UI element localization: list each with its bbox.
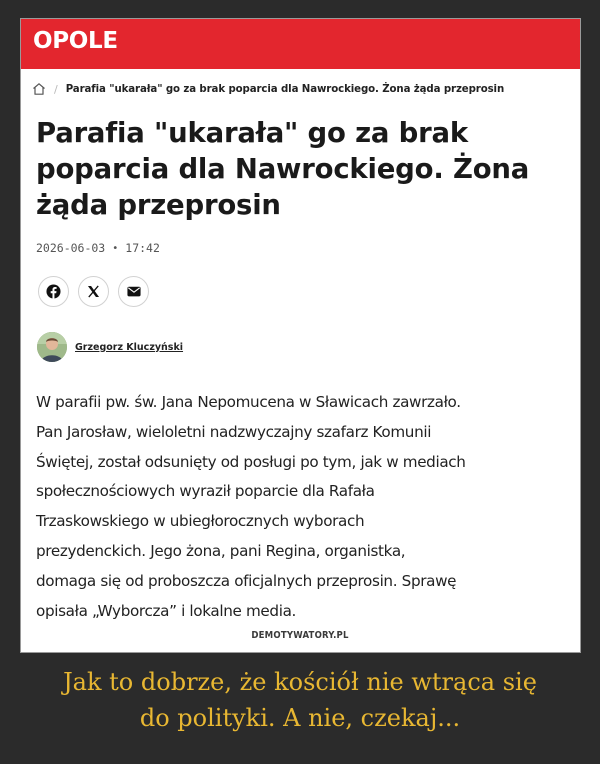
publish-date: 2026-06-03	[36, 241, 106, 255]
body-line: społecznościowych wyraził poparcie dla Rafała	[36, 482, 375, 501]
share-facebook-button[interactable]	[38, 276, 69, 307]
share-mail-button[interactable]	[118, 276, 149, 307]
article-body	[36, 388, 576, 626]
article-meta	[36, 241, 160, 255]
facebook-icon	[46, 284, 61, 299]
body-line: Pan Jarosław, wieloletni nadzwyczajny szafarz Komunii	[36, 422, 432, 441]
body-line: domaga się od proboszcza oficjalnych przeprosin. Sprawę	[36, 571, 457, 590]
body-line: W parafii pw. św. Jana Nepomucena w Sławicach zawrzało.	[36, 393, 461, 411]
body-line: opisała „Wyborcza” i lokalne media.	[36, 601, 297, 620]
site-header	[21, 19, 580, 69]
meme-caption	[0, 664, 600, 736]
body-line: prezydenckich. Jego żona, pani Regina, organistka,	[36, 541, 406, 560]
meta-separator-dot: •	[112, 242, 119, 254]
headline-line: żąda przeprosin	[36, 189, 281, 221]
body-line: Trzaskowskiego w ubiegłorocznych wyborach	[36, 512, 365, 531]
publish-time: 17:42	[125, 241, 160, 255]
site-logo[interactable]: OPOLE	[33, 28, 118, 54]
demotywatory-watermark: DEMOTYWATORY.PL	[245, 629, 354, 642]
breadcrumb-separator: /	[54, 82, 58, 96]
caption-line: do polityki. A nie, czekaj...	[139, 704, 461, 732]
headline-line: Parafia "ukarała" go za brak	[36, 117, 468, 149]
x-icon	[87, 285, 100, 298]
headline-line: poparcia dla Nawrockiego. Żona	[36, 153, 530, 185]
home-icon[interactable]	[32, 82, 46, 96]
breadcrumb-current: Parafia "ukarała" go za brak poparcia dla Nawrockiego. Żona żąda przeprosin	[65, 83, 505, 95]
author-name-link[interactable]: Grzegorz Kluczyński	[75, 341, 184, 353]
share-buttons	[38, 276, 149, 307]
breadcrumb	[32, 82, 504, 96]
mail-icon	[127, 286, 141, 297]
avatar[interactable]	[37, 332, 67, 362]
body-line: Świętej, został odsunięty od posługi po tym, jak w mediach	[36, 452, 466, 471]
share-x-button[interactable]	[78, 276, 109, 307]
article-screenshot-frame	[20, 18, 581, 653]
author-byline	[37, 332, 183, 362]
caption-line: Jak to dobrze, że kościół nie wtrąca się	[63, 668, 537, 696]
article-headline	[36, 115, 566, 223]
